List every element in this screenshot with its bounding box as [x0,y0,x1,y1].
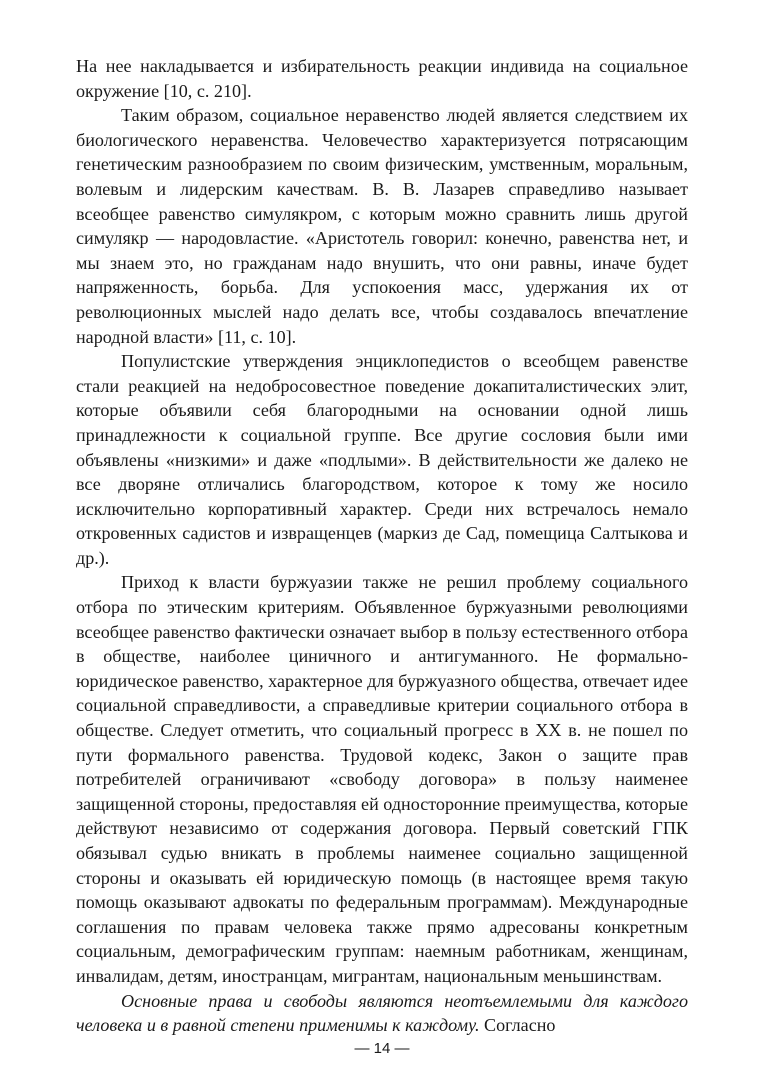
paragraph-4: Приход к власти буржуазии также не решил проблему социального отбора по этическим критериям. Объявленное буржуазными революциями всеобщее равенство фактически означает выбор в пользу естественного отбора в обществе, наиболее циничного и антигуманного. Не формально-юридическое равенство, характерное для буржуазного общества, отвечает идее социальной справедливости, а справедливые критерии социального отбора в обществе. Следует отметить, что социальный прогресс в XX в. не пошел по пути формального равенства. Трудовой кодекс, Закон о защите прав потребителей ограничивают «свободу договора» в пользу наименее защищенной стороны, предоставляя ей односторонние преимущества, которые действуют независимо от содержания договора. Первый советский ГПК обязывал судью вникать в проблемы наименее социально защищенной стороны и оказывать ей юридическую помощь (в настоящее время такую помощь оказывают адвокаты по федеральным программам). Международные соглашения по правам человека также прямо адресованы конкретным социальным, демографическим группам: наемным работникам, женщинам, инвалидам, детям, иностранцам, мигрантам, национальным меньшинствам. [76,572,688,986]
body-text [76,54,688,1038]
paragraph-1: На нее накладывается и избирательность реакции индивида на социальное окружение [10, с. 210]. [76,56,688,101]
paragraph-5-rest: Согласно [479,1015,556,1036]
page-number: — 14 — [354,1040,410,1057]
italic-emphasis: Основные права и свободы являются неотъемлемыми для каждого человека и в равной степени применимы к каждому. [76,990,688,1036]
paragraph-3: Популистские утверждения энциклопедистов о всеобщем равенстве стали реакцией на недобросовестное поведение докапиталистических элит, которые объявили себя благородными на основании одной лишь принадлежности к социальной группе. Все другие сословия были ими объявлены «низкими» и даже «подлыми». В действительности же далеко не все дворяне отличались благородством, которое к тому же носило исключительно корпоративный характер. Среди них встречалось немало откровенных садистов и извращенцев (маркиз де Сад, помещица Салтыкова и др.). [76,351,688,568]
paragraph-2: Таким образом, социальное неравенство людей является следствием их биологического неравенства. Человечество характеризуется потрясающим генетическим разнообразием по своим физическим, умственным, моральным, волевым и лидерским качествам. В. В. Лазарев справедливо называет всеобщее равенство симулякром, с которым можно сравнить лишь другой симулякр — народовластие. «Аристотель говорил: конечно, равенства нет, и мы знаем это, но гражданам надо внушить, что они равны, иначе будет напряженность, борьба. Для успокоения масс, удержания их от революционных мыслей надо делать все, чтобы создавалось впечатление народной власти» [11, с. 10]. [76,105,688,347]
paragraph-5 [76,989,688,1038]
